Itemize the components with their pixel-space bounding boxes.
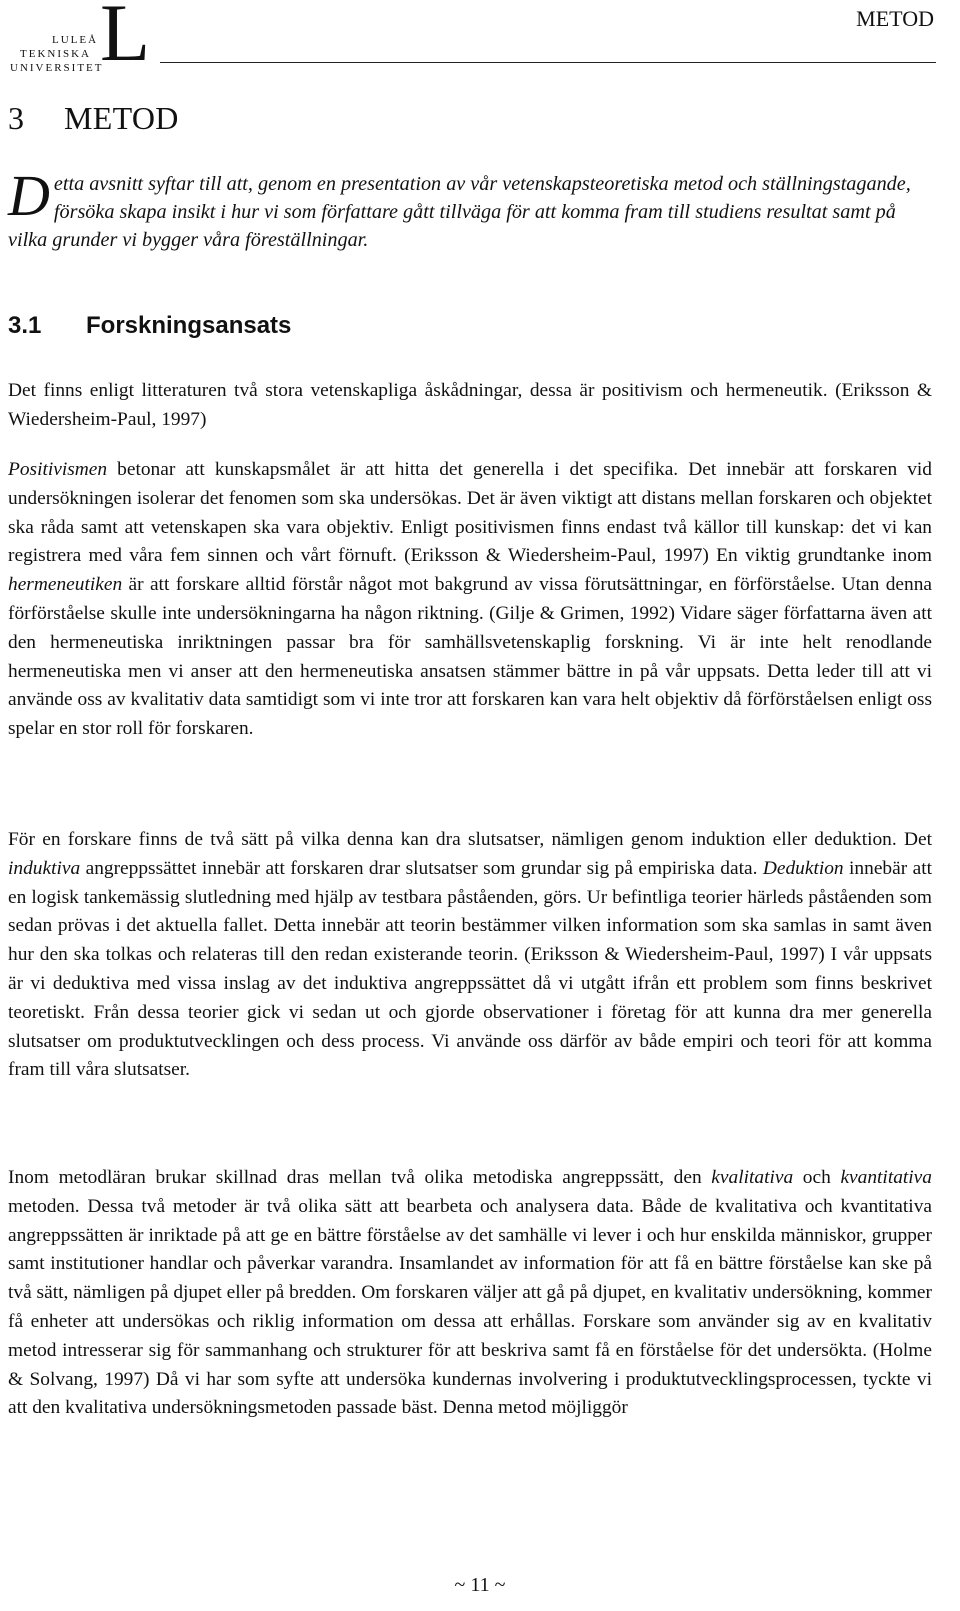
logo-line-3: UNIVERSITET (10, 62, 104, 74)
paragraph-3-text-a: För en forskare finns de två sätt på vilka denna kan dra slutsatser, nämligen genom induktion eller deduktion. Det (8, 829, 932, 850)
section-number: 3.1 (8, 312, 42, 339)
logo-line-2: TEKNISKA (20, 48, 91, 60)
paragraph-4-text-a: Inom metodläran brukar skillnad dras mellan två olika metodiska angreppssätt, den (8, 1167, 712, 1188)
paragraph-2-text-a: betonar att kunskapsmålet är att hitta det generella i det specifika. Det innebär att forskaren vid undersökningen isolerar det fenomen som ska undersökas. Det är även viktigt att distans mellan forskaren och objektet ska råda samt att vetenskapen ska vara objektiv. Enligt positivismen finns endast två källor till kunskap: det vi kan registrera med våra fem sinnen och vårt förnuft. (Eriksson & Wiedersheim-Paul, 1997) En viktig grundtanke inom (8, 459, 932, 567)
paragraph-2 (8, 456, 932, 744)
running-header-title: METOD (856, 6, 934, 31)
section-title: Forskningsansats (86, 312, 292, 339)
emphasis-positivismen: Positivismen (8, 459, 108, 480)
emphasis-kvantitativa: kvantitativa (840, 1167, 932, 1188)
chapter-title: METOD (64, 100, 179, 136)
paragraph-2-text-b: är att forskare alltid förstår något mot bakgrund av vissa förutsättningar, en förförståelse. Utan denna förförståelse skulle inte undersökningarna ha någon riktning. (Gilje & Grimen, 1992) Vidare säger författarna även att den hermeneutiska inriktningen passar bra för samhällsvetenskaplig forskning. Vi är inte helt renodlande hermeneutiska men vi anser att den hermeneutiska ansatsen stämmer bättre in på vår uppsats. Detta leder till att vi använde oss av kvalitativ data samtidigt som vi inte tror att forskaren kan vara helt objektiv då förförståelsen enligt oss spelar en stor roll för forskaren. (8, 574, 932, 740)
emphasis-induktiva: induktiva (8, 857, 81, 879)
paragraph-3-text-b: angreppssättet innebär att forskaren drar slutsatser som grundar sig på empiriska data. (80, 857, 763, 879)
header-rule (160, 62, 936, 63)
intro-text: etta avsnitt syftar till att, genom en presentation av vår vetenskapsteoretiska metod och ställningstagande, försöka skapa insikt i hur vi som författare gått tillväga för att komma fram till studiens resultat samt på vilka grunder vi bygger våra föreställningar. (8, 173, 911, 251)
paragraph-3 (8, 826, 932, 1085)
emphasis-kvalitativa: kvalitativa (711, 1167, 794, 1188)
emphasis-deduktion: Deduktion (762, 857, 844, 879)
chapter-intro (8, 163, 934, 254)
emphasis-hermeneutiken: hermeneutiken (8, 574, 123, 596)
paragraph-4 (8, 1164, 932, 1423)
page-number: ~ 11 ~ (454, 1574, 506, 1596)
drop-cap: D (8, 163, 50, 228)
chapter-heading (8, 100, 179, 137)
chapter-number: 3 (8, 100, 25, 136)
paragraph-4-text-b: och (793, 1167, 841, 1188)
logo-line-1: LULEÅ (52, 34, 99, 46)
logo-letter: L (100, 0, 151, 78)
paragraph-1: Det finns enligt litteraturen två stora vetenskapliga åskådningar, dessa är positivism och hermeneutik. (Eriksson & Wiedersheim-Paul, 1997) (8, 380, 932, 430)
paragraph-3-text-c: innebär att en logisk tankemässig slutledning med hjälp av testbara påståenden, görs. Ur befintliga teorier härleds påståenden som sedan prövas i det aktuella fallet. Detta innebär att teorin bestämmer vilken information som ska samlas in samt även hur den ska tolkas och relateras till den redan existerande teorin. (Eriksson & Wiedersheim-Paul, 1997) I vår uppsats är vi deduktiva med vissa inslag av det induktiva angreppssättet då vi utgått ifrån ett problem som finns beskrivet teoretiskt. Från dessa teorier gick vi sedan ut och gjorde observationer i företag för att kunna dra mer generella slutsatser om produktutvecklingen och dess process. Vi använde oss därför av både empiri och teori för att komma fram till våra slutsatser. (8, 857, 932, 1081)
university-logo (8, 0, 168, 78)
section-heading (8, 312, 291, 340)
paragraph-4-text-c: metoden. Dessa två metoder är två olika sätt att bearbeta och analysera data. Både de kvalitativa och kvantitativa angreppssätten är inriktade på att ge en bättre förståelse av det samhälle vi lever i och hur enskilda människor, grupper samt institutioner handlar och påverkar varandra. Insamlandet av information för att få en bättre förståelse kan ske på två sätt, nämligen på djupet eller på bredden. Om forskaren väljer att gå på djupet, en kvalitativ undersökning, kommer få enheter att undersökas och riklig information om dessa att erhållas. Forskare som använder sig av en kvalitativ metod intresserar sig för sammanhang och strukturer för att beskriva samt få en förståelse för det undersökta. (Holme & Solvang, 1997) Då vi har som syfte att undersöka kundernas involvering i produktutvecklingsprocessen, tyckte vi att den kvalitativa undersökningsmetoden passade bäst. Denna metod möjliggör (8, 1195, 932, 1419)
